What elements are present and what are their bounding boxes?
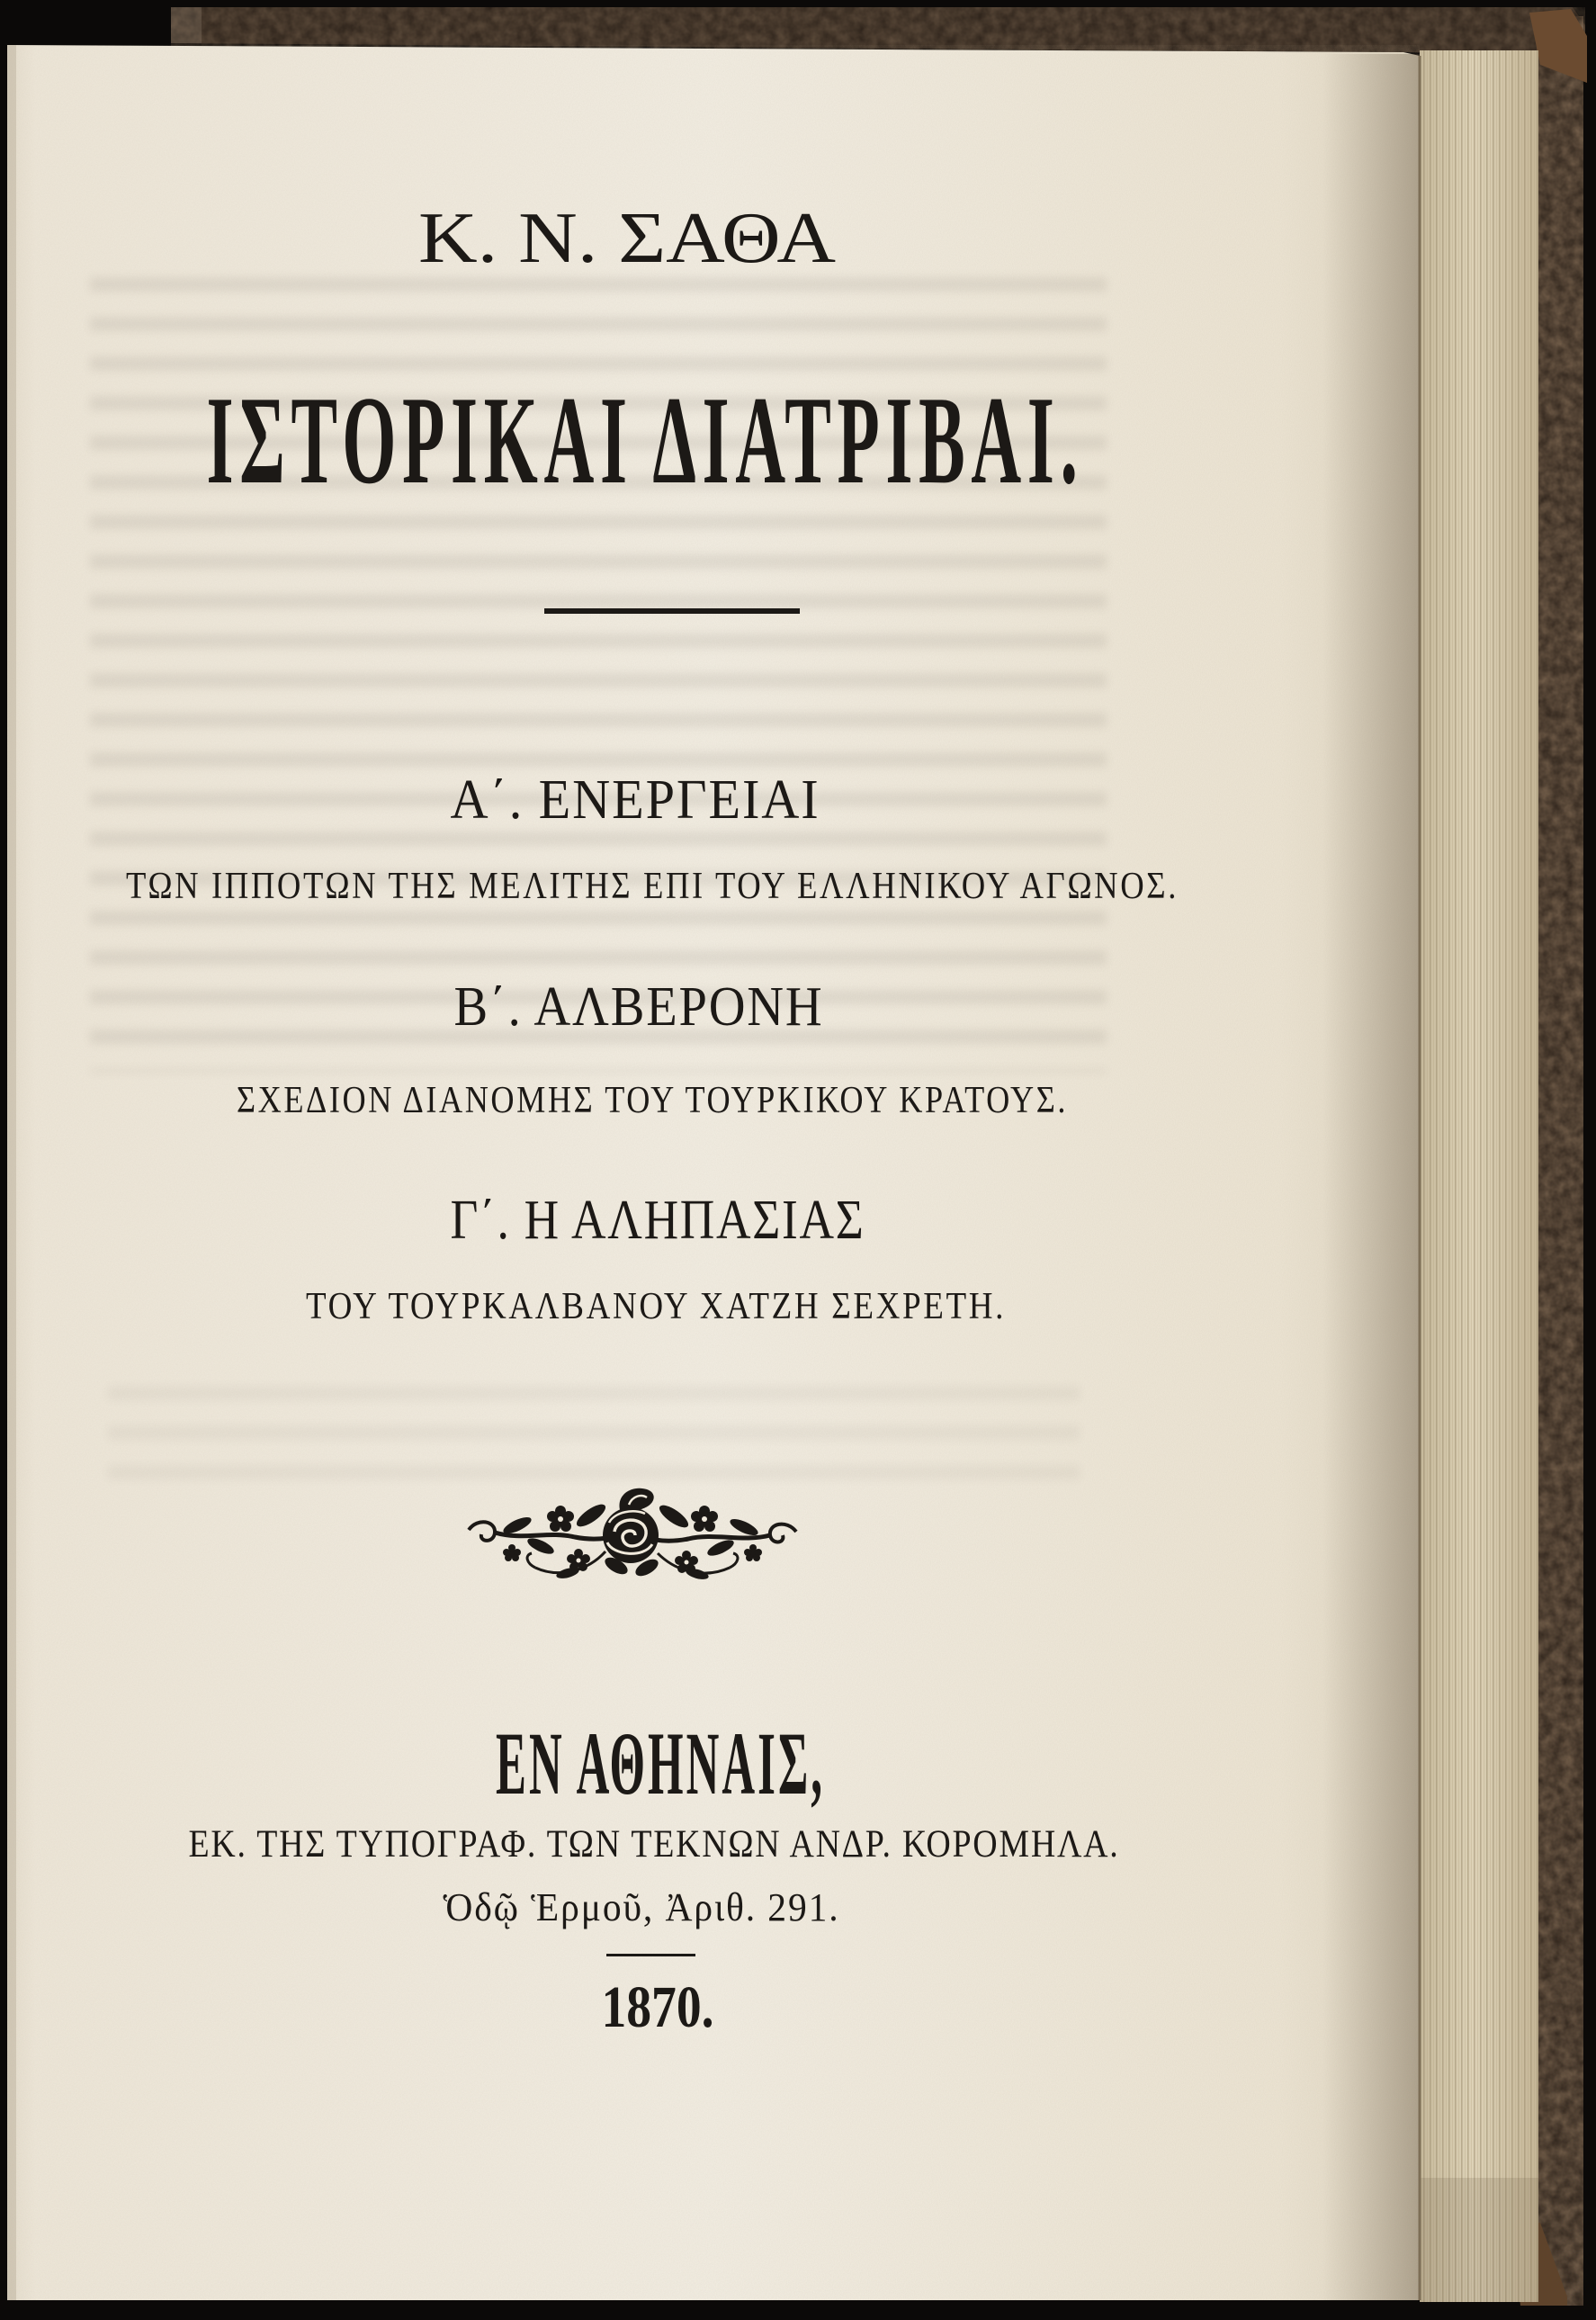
publication-year: 1870. [601,1974,714,2040]
imprint-address: Ὁδῷ Ἑρμοῦ, Ἀριθ. 291. [443,1885,840,1929]
title-rule [544,608,800,614]
title-page [7,45,1420,2300]
section-a-subtitle: ΤΩΝ ΙΠΠΟΤΩΝ ΤΗΣ ΜΕΛΙΤΗΣ ΕΠΙ ΤΟΥ ΕΛΛΗΝΙΚΟΥ ΑΓΩΝΟΣ. [126,866,1179,907]
section-c-heading: Γ΄. Η ΑΛΗΠΑΣΙΑΣ [450,1190,865,1251]
imprint-place: ΕΝ ΑΘΗΝΑΙΣ, [496,1713,825,1813]
book-title: ΙΣΤΟΡΙΚΑΙ ΔΙΑΤΡΙΒΑΙ. [206,371,1084,510]
section-c-subtitle: ΤΟΥ ΤΟΥΡΚΑΛΒΑΝΟΥ ΧΑΤΖΗ ΣΕΧΡΕΤΗ. [306,1286,1006,1327]
page-edges [1420,50,1538,2302]
imprint-rule [606,1954,695,1956]
section-b-subtitle: ΣΧΕΔΙΟΝ ΔΙΑΝΟΜΗΣ ΤΟΥ ΤΟΥΡΚΙΚΟΥ ΚΡΑΤΟΥΣ. [237,1080,1068,1121]
section-b-heading: Β΄. ΑΛΒΕΡΟΝΗ [453,976,824,1038]
section-a-heading: Α΄. ΕΝΕΡΓΕΙΑΙ [450,769,820,831]
author-name: Κ. Ν. ΣΑΘΑ [418,199,837,278]
imprint-printer: ΕΚ. ΤΗΣ ΤΥΠΟΓΡΑΦ. ΤΩΝ ΤΕΚΝΩΝ ΑΝΔΡ. ΚΟΡΟΜΗΛΑ. [188,1823,1120,1866]
